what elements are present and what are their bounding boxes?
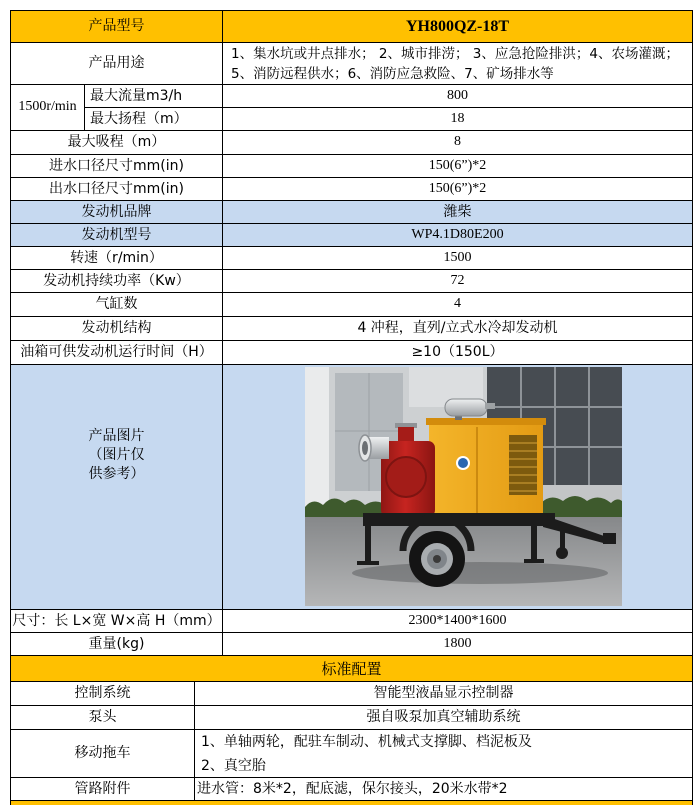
engine-structure-label: 发动机结构 xyxy=(11,317,222,340)
control-system-value: 智能型液晶显示控制器 xyxy=(195,682,692,705)
trailer-wheel xyxy=(409,531,465,587)
engine-brand-value: 潍柴 xyxy=(223,201,692,223)
standard-config-title: 标准配置 xyxy=(11,656,692,681)
max-flow-label: 最大流量m3/h xyxy=(85,85,222,107)
pump-head-value: 强自吸泵加真空辅助系统 xyxy=(195,706,692,729)
cylinder-count-value: 4 xyxy=(223,293,692,316)
product-picture-label-line: 供参考） xyxy=(88,466,145,482)
inlet-size-value: 150(6”)*2 xyxy=(223,155,692,177)
weight-value: 1800 xyxy=(223,633,692,655)
max-head-label: 最大扬程（m） xyxy=(85,108,222,130)
product-picture-label xyxy=(11,365,222,609)
usage-line: 1、集水坑或井点排水； 2、城市排涝； 3、应急抢险排洪；4、农场灌溉； xyxy=(231,45,679,62)
speed-group-label: 1500r/min xyxy=(11,85,84,130)
fuel-runtime-value: ≥10（150L） xyxy=(223,341,692,364)
engine-model-label: 发动机型号 xyxy=(11,224,222,246)
outlet-size-label: 出水口径尺寸mm(in) xyxy=(11,178,222,200)
cylinder-count-label: 气缸数 xyxy=(11,293,222,316)
dimensions-label: 尺寸：长 L×宽 W×高 H（mm） xyxy=(11,610,222,632)
max-suction-value: 8 xyxy=(223,131,692,154)
rotation-speed-value: 1500 xyxy=(223,247,692,269)
pipe-accessories-value: 进水管：8米*2，配底滤，保尔接头，20米水带*2 xyxy=(195,778,692,800)
product-picture-label-line: 产品图片 xyxy=(88,428,145,444)
mobile-trailer-value xyxy=(195,730,692,777)
max-head-value: 18 xyxy=(223,108,692,130)
product-picture-label-line: （图片仅 xyxy=(88,447,145,463)
outlet-size-value: 150(6”)*2 xyxy=(223,178,692,200)
trailer-shadow xyxy=(352,562,608,584)
product-picture-cell xyxy=(223,365,692,609)
engine-model-value: WP4.1D80E200 xyxy=(223,224,692,246)
pump-head-label: 泵头 xyxy=(11,706,194,729)
usage-value xyxy=(223,43,692,84)
usage-line: 5、消防远程供水；6、消防应急救险、7、矿场排水等 xyxy=(231,65,554,82)
generator-enclosure xyxy=(426,418,546,515)
model-value: YH800QZ-18T xyxy=(223,11,692,42)
inlet-size-label: 进水口径尺寸mm(in) xyxy=(11,155,222,177)
mobile-trailer-line: 2、真空胎 xyxy=(201,757,266,774)
next-section-header xyxy=(11,801,692,805)
model-label: 产品型号 xyxy=(11,11,222,42)
product-photo xyxy=(305,367,622,606)
engine-structure-value: 4 冲程，直列/立式水冷却发动机 xyxy=(223,317,692,340)
mobile-trailer-label: 移动拖车 xyxy=(11,730,194,777)
usage-label: 产品用途 xyxy=(11,43,222,84)
control-system-label: 控制系统 xyxy=(11,682,194,705)
weight-label: 重量(kg) xyxy=(11,633,222,655)
rotation-speed-label: 转速（r/min） xyxy=(11,247,222,269)
engine-power-value: 72 xyxy=(223,270,692,292)
spec-table xyxy=(10,10,693,805)
pipe-accessories-label: 管路附件 xyxy=(11,778,194,800)
engine-brand-label: 发动机品牌 xyxy=(11,201,222,223)
fuel-runtime-label: 油箱可供发动机运行时间（H） xyxy=(11,341,222,364)
max-suction-label: 最大吸程（m） xyxy=(11,131,222,154)
max-flow-value: 800 xyxy=(223,85,692,107)
dimensions-value: 2300*1400*1600 xyxy=(223,610,692,632)
mobile-trailer-line: 1、单轴两轮，配驻车制动、机械式支撑脚、档泥板及 xyxy=(201,733,532,750)
engine-power-label: 发动机持续功率（Kw） xyxy=(11,270,222,292)
